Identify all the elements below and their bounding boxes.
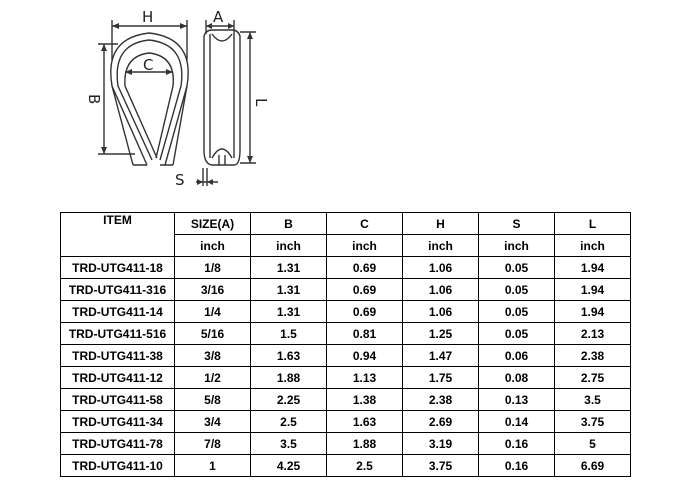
cell-c: 0.69 xyxy=(327,257,403,279)
label-h: H xyxy=(142,8,154,26)
unit-cell: inch xyxy=(555,235,631,257)
cell-size: 5/8 xyxy=(175,389,251,411)
cell-item: TRD-UTG411-516 xyxy=(61,323,175,345)
cell-l: 1.94 xyxy=(555,257,631,279)
unit-cell: inch xyxy=(327,235,403,257)
cell-size: 1/2 xyxy=(175,367,251,389)
cell-l: 2.75 xyxy=(555,367,631,389)
cell-c: 1.13 xyxy=(327,367,403,389)
table-row xyxy=(61,257,631,279)
label-l: L xyxy=(252,98,270,107)
cell-b: 2.5 xyxy=(251,411,327,433)
col-header-s: S xyxy=(479,213,555,235)
cell-b: 1.63 xyxy=(251,345,327,367)
cell-item: TRD-UTG411-12 xyxy=(61,367,175,389)
unit-cell: inch xyxy=(251,235,327,257)
cell-h: 1.75 xyxy=(403,367,479,389)
cell-l: 3.5 xyxy=(555,389,631,411)
spec-table xyxy=(60,212,631,477)
cell-item: TRD-UTG411-18 xyxy=(61,257,175,279)
cell-s: 0.05 xyxy=(479,279,555,301)
cell-h: 3.75 xyxy=(403,455,479,477)
cell-item: TRD-UTG411-34 xyxy=(61,411,175,433)
col-header-c: C xyxy=(327,213,403,235)
cell-c: 2.5 xyxy=(327,455,403,477)
col-header-b: B xyxy=(251,213,327,235)
cell-b: 1.31 xyxy=(251,279,327,301)
cell-h: 1.25 xyxy=(403,323,479,345)
cell-size: 1/4 xyxy=(175,301,251,323)
cell-size: 3/4 xyxy=(175,411,251,433)
label-b: B xyxy=(85,94,103,105)
label-s: S xyxy=(175,171,185,189)
cell-l: 1.94 xyxy=(555,301,631,323)
cell-s: 0.05 xyxy=(479,301,555,323)
table-row xyxy=(61,433,631,455)
cell-l: 2.13 xyxy=(555,323,631,345)
cell-b: 3.5 xyxy=(251,433,327,455)
cell-s: 0.05 xyxy=(479,323,555,345)
cell-c: 0.94 xyxy=(327,345,403,367)
unit-cell: inch xyxy=(479,235,555,257)
cell-size: 3/16 xyxy=(175,279,251,301)
cell-s: 0.13 xyxy=(479,389,555,411)
col-header-l: L xyxy=(555,213,631,235)
cell-c: 1.63 xyxy=(327,411,403,433)
cell-s: 0.06 xyxy=(479,345,555,367)
cell-item: TRD-UTG411-38 xyxy=(61,345,175,367)
cell-l: 2.38 xyxy=(555,345,631,367)
table-row xyxy=(61,389,631,411)
cell-h: 2.69 xyxy=(403,411,479,433)
cell-size: 7/8 xyxy=(175,433,251,455)
cell-c: 0.69 xyxy=(327,301,403,323)
cell-item: TRD-UTG411-58 xyxy=(61,389,175,411)
label-c: C xyxy=(143,56,154,74)
table-row xyxy=(61,455,631,477)
spec-table-body xyxy=(61,257,631,477)
unit-cell: inch xyxy=(403,235,479,257)
cell-l: 3.75 xyxy=(555,411,631,433)
table-row xyxy=(61,279,631,301)
cell-h: 2.38 xyxy=(403,389,479,411)
cell-b: 4.25 xyxy=(251,455,327,477)
table-row xyxy=(61,323,631,345)
cell-c: 0.69 xyxy=(327,279,403,301)
cell-s: 0.16 xyxy=(479,433,555,455)
table-row xyxy=(61,367,631,389)
cell-h: 3.19 xyxy=(403,433,479,455)
cell-h: 1.47 xyxy=(403,345,479,367)
cell-h: 1.06 xyxy=(403,279,479,301)
label-a: A xyxy=(213,8,224,26)
cell-item: TRD-UTG411-316 xyxy=(61,279,175,301)
cell-l: 5 xyxy=(555,433,631,455)
cell-b: 1.5 xyxy=(251,323,327,345)
cell-s: 0.08 xyxy=(479,367,555,389)
cell-size: 1/8 xyxy=(175,257,251,279)
header-row xyxy=(61,213,631,235)
cell-item: TRD-UTG411-10 xyxy=(61,455,175,477)
cell-size: 3/8 xyxy=(175,345,251,367)
cell-h: 1.06 xyxy=(403,301,479,323)
cell-size: 1 xyxy=(175,455,251,477)
cell-b: 2.25 xyxy=(251,389,327,411)
cell-l: 6.69 xyxy=(555,455,631,477)
unit-cell: inch xyxy=(175,235,251,257)
table-row xyxy=(61,411,631,433)
cell-item: TRD-UTG411-14 xyxy=(61,301,175,323)
cell-size: 5/16 xyxy=(175,323,251,345)
cell-c: 0.81 xyxy=(327,323,403,345)
cell-c: 1.38 xyxy=(327,389,403,411)
cell-s: 0.16 xyxy=(479,455,555,477)
cell-h: 1.06 xyxy=(403,257,479,279)
col-header-h: H xyxy=(403,213,479,235)
cell-s: 0.14 xyxy=(479,411,555,433)
cell-b: 1.31 xyxy=(251,301,327,323)
cell-b: 1.88 xyxy=(251,367,327,389)
cell-l: 1.94 xyxy=(555,279,631,301)
thimble-technical-drawing xyxy=(0,0,690,200)
col-header-size: SIZE(A) xyxy=(175,213,251,235)
cell-s: 0.05 xyxy=(479,257,555,279)
table-row xyxy=(61,301,631,323)
cell-b: 1.31 xyxy=(251,257,327,279)
table-row xyxy=(61,345,631,367)
col-header-item: ITEM xyxy=(61,213,175,257)
cell-c: 1.88 xyxy=(327,433,403,455)
cell-item: TRD-UTG411-78 xyxy=(61,433,175,455)
